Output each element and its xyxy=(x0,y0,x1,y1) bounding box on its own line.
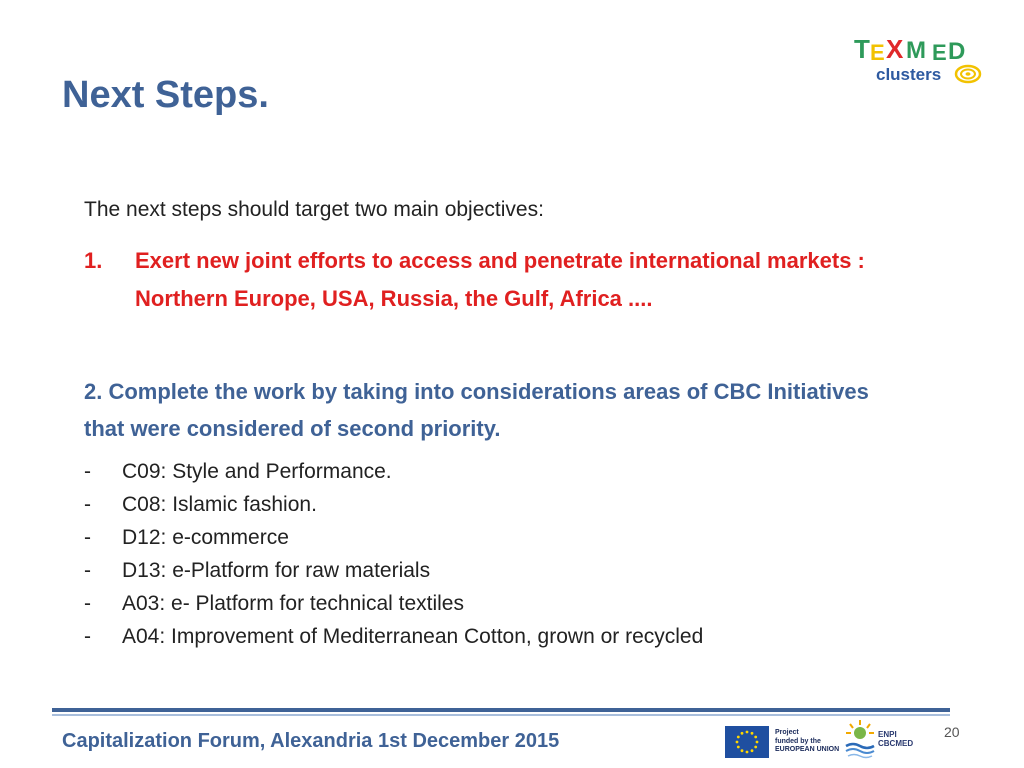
bullet-dash: - xyxy=(84,460,91,483)
list-item-text: A03: e- Platform for technical textiles xyxy=(122,592,464,615)
svg-text:T: T xyxy=(854,34,870,64)
eu-logo-text: Project funded by the EUROPEAN UNION xyxy=(775,729,840,753)
texmed-logo-graphic xyxy=(848,28,988,90)
bullet-dash: - xyxy=(84,625,91,648)
list-item xyxy=(84,625,904,658)
list-item xyxy=(84,559,904,592)
footer-caption: Capitalization Forum, Alexandria 1st December 2015 xyxy=(62,730,560,752)
svg-text:M: M xyxy=(906,37,926,64)
bullet-dash: - xyxy=(84,493,91,516)
objective-2: 2. Complete the work by taking into considerations areas of CBC Initiatives that were considered of second priority. xyxy=(84,379,869,441)
intro-text: The next steps should target two main objectives: xyxy=(84,198,544,221)
svg-text:D: D xyxy=(948,38,966,65)
eu-funding-logo xyxy=(725,726,840,760)
svg-text:E: E xyxy=(932,40,947,65)
enpi-cbcmed-logo xyxy=(844,718,934,762)
list-item-text: D12: e-commerce xyxy=(122,526,289,549)
svg-text:clusters: clusters xyxy=(876,65,942,84)
list-item xyxy=(84,592,904,625)
texmed-clusters-logo xyxy=(848,28,988,90)
sun-icon xyxy=(844,718,876,760)
list-item-text: D13: e-Platform for raw materials xyxy=(122,559,431,582)
footer-divider-light xyxy=(52,714,950,716)
svg-text:X: X xyxy=(886,34,904,64)
footer-divider xyxy=(52,708,950,712)
list-item-text: C09: Style and Performance. xyxy=(122,460,392,483)
bullet-dash: - xyxy=(84,559,91,582)
eu-flag-icon xyxy=(725,726,769,758)
list-item xyxy=(84,460,904,493)
objective-1-number: 1. xyxy=(84,248,103,273)
list-item-text: C08: Islamic fashion. xyxy=(122,493,317,516)
bullet-dash: - xyxy=(84,526,91,549)
bullet-dash: - xyxy=(84,592,91,615)
svg-text:E: E xyxy=(870,40,885,65)
objective-1-text: Exert new joint efforts to access and penetrate international markets : Northern Europe, USA, Russia, the Gulf, Africa .... xyxy=(135,248,865,311)
page-number: 20 xyxy=(944,724,960,740)
initiatives-list xyxy=(84,460,904,658)
slide-title: Next Steps. xyxy=(62,74,269,116)
list-item xyxy=(84,493,904,526)
enpi-logo-text: ENPI CBCMED xyxy=(878,730,914,748)
list-item-text: A04: Improvement of Mediterranean Cotton, grown or recycled xyxy=(122,625,704,648)
list-item xyxy=(84,526,904,559)
